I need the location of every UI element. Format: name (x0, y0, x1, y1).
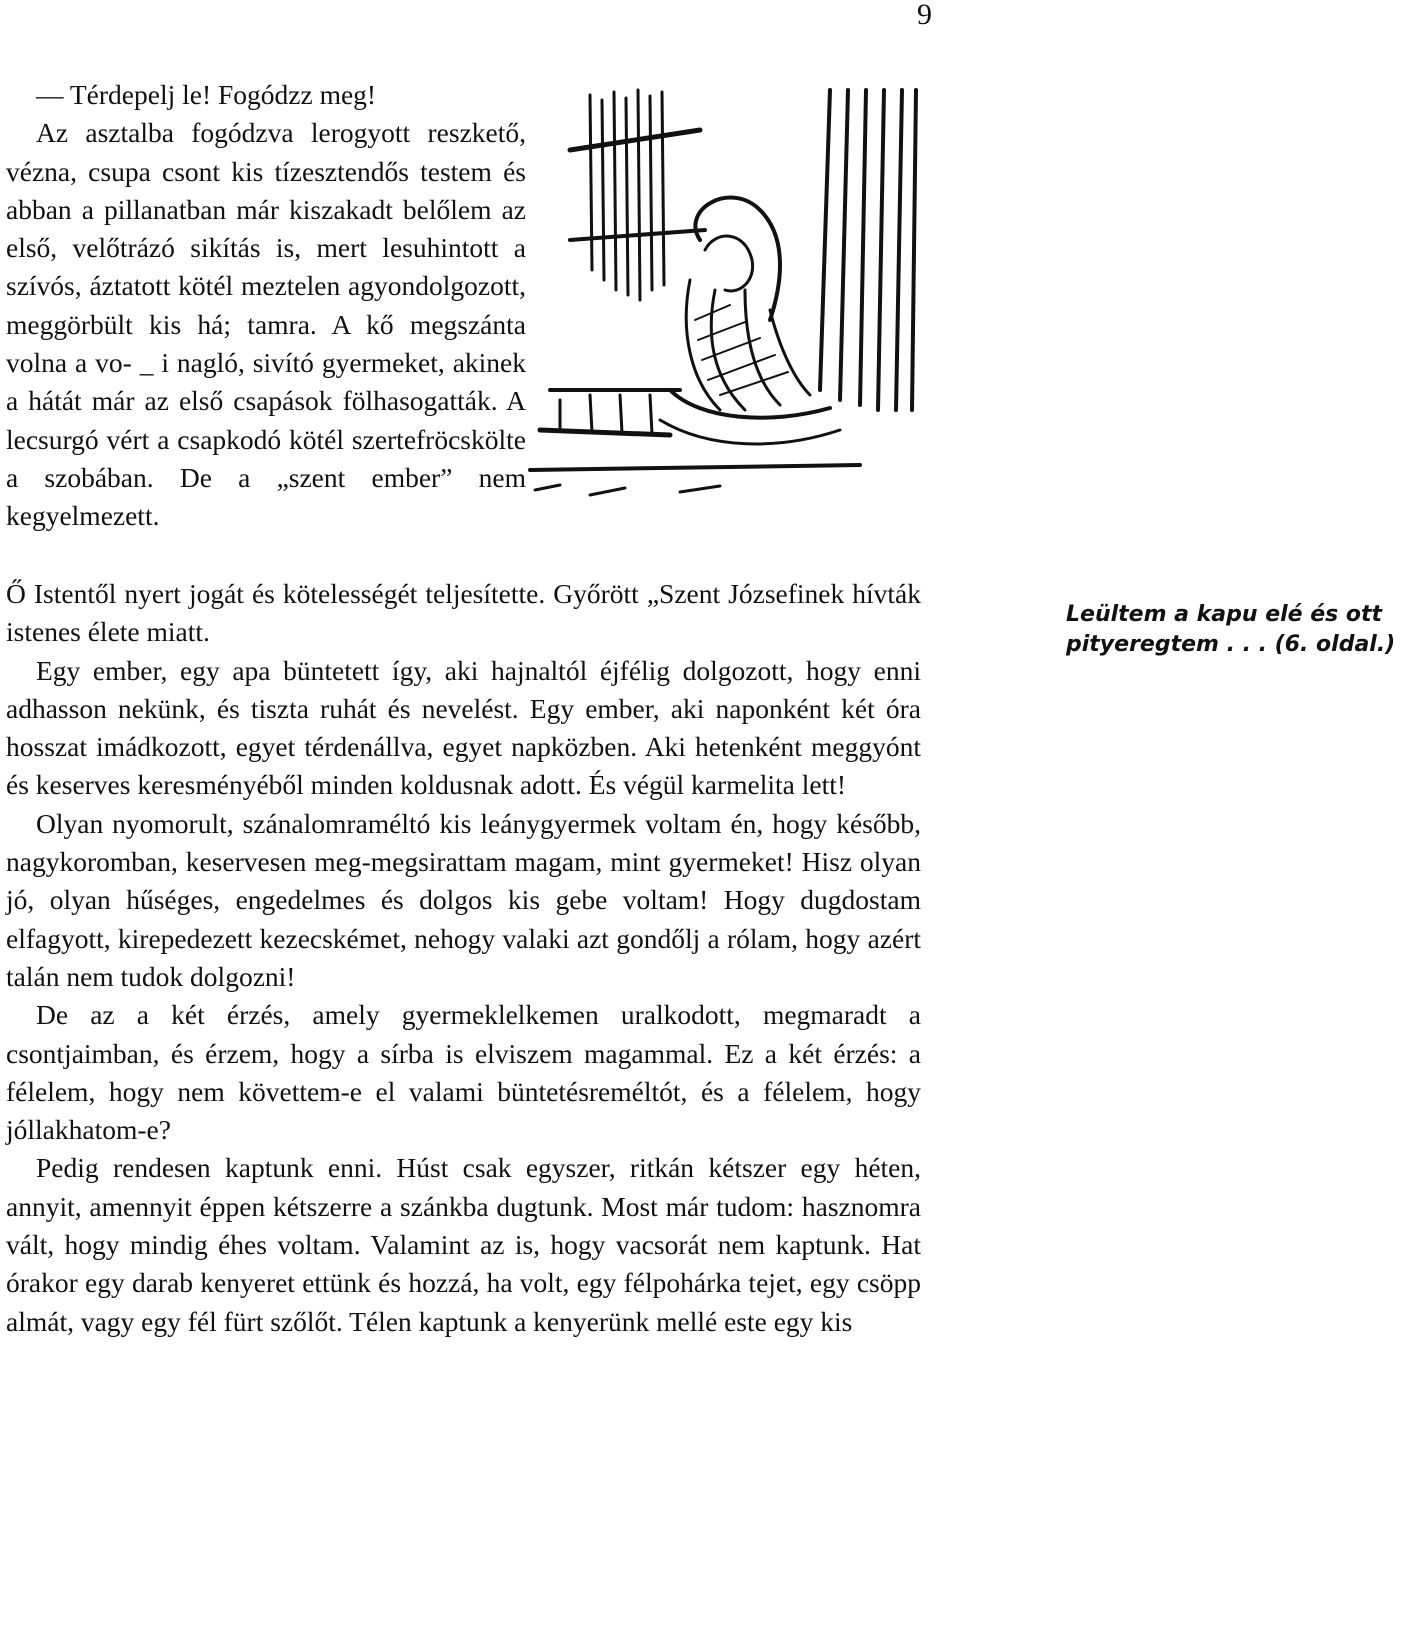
caption-line-2: pityeregtem . . . (6. oldal.) (1066, 632, 1396, 657)
paragraph: Pedig rendesen kaptunk enni. Húst csak egyszer, ritkán kétszer egy héten, annyit, amennyit éppen kétszerre a szánkba dugtunk. Most már tudom: hasznomra vált, hogy mindig éhes voltam. Valamint az is, hogy vacsorát nem kaptunk. Hat órakor egy darab kenyeret ettünk és hozzá, ha volt, egy félpohárka tejet, egy csöpp almát, vagy egy fél fürt szőlőt. Télen kaptunk a kenyerünk mellé este egy kis (6, 1152, 921, 1337)
paragraph: Ő Istentől nyert jogát és kötelességét teljesítette. Győrött „Szent Józsefinek hívták istenes élete miatt. (6, 578, 921, 648)
figure-caption (1066, 600, 1416, 660)
illustration (530, 90, 1396, 657)
narrow-text-column (6, 76, 526, 536)
caption-line-1: Leültem a kapu elé és ott (1066, 602, 1383, 627)
paragraph: — Térdepelj le! Fogódzz meg! (36, 79, 377, 110)
girl-by-gate-sketch (530, 90, 920, 570)
paragraph: Egy ember, egy apa büntetett így, aki hajnaltól éjfélig dolgozott, hogy enni adhasson nekünk, és tiszta ruhát és nevelést. Egy ember, aki naponként két óra hosszat imádkozott, egyet térdenállva, egyet napközben. Aki hetenként meggyónt és keserves keresményéből minden koldusnak adott. És végül karmelita lett! (6, 654, 921, 801)
page-number: 9 (917, 0, 932, 31)
paragraph: Az asztalba fogódzva lerogyott reszkető, vézna, csupa csont kis tízesztendős testem és abban a pillanatban már kiszakadt belőlem az első, velőtrázó sikítás is, mert lesuhintott a szívós, áztatott kötél meztelen agyondolgozott, meggörbült kis há; tamra. A kő megszánta volna a vo- _ i nagló, sivító gyermeket, akinek a hátát már az első csapások fölhasogatták. A lecsurgó vért a csapkodó kötél szertefröcskölte a szobában. De a „szent ember” nem kegyelmezett. (6, 117, 526, 532)
paragraph: Olyan nyomorult, szánalomraméltó kis leánygyermek voltam én, hogy később, nagykoromban, keservesen meg-megsirattam magam, mint gyermeket! Hisz olyan jó, olyan hűséges, engedelmes és dolgos kis gebe voltam! Hogy dugdostam elfagyott, kirepedezett kezecskémet, nehogy valaki azt gondőlj a rólam, hogy azért talán nem tudok dolgozni! (6, 807, 921, 992)
full-text-column (6, 575, 921, 1341)
paragraph: De az a két érzés, amely gyermeklelkemen uralkodott, megmaradt a csontjaimban, és érzem, hogy a sírba is elviszem magammal. Ez a két érzés: a félelem, hogy nem követtem-e el valami büntetésreméltót, és a félelem, hogy jóllakhatom-e? (6, 999, 921, 1146)
